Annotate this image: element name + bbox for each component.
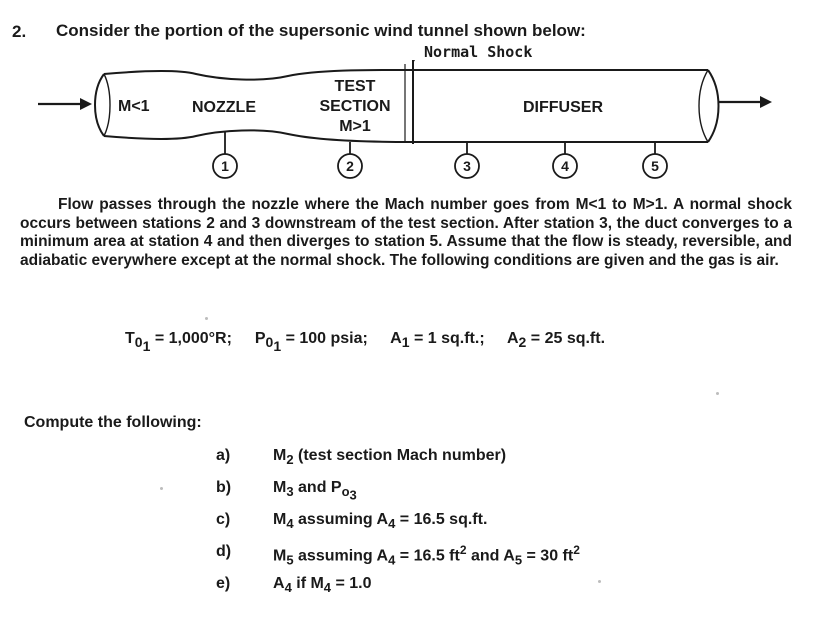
outflow-arrow-head-icon [760, 96, 772, 108]
item-b-text: and P [298, 479, 342, 496]
item-c-symbol: M [273, 511, 287, 528]
station-5-number: 5 [651, 158, 659, 174]
item-a-text: (test section Mach number) [298, 447, 507, 464]
item-c-label: c) [216, 511, 231, 528]
t0-sub-index: 1 [142, 337, 151, 354]
p0-value: = 100 psia; [285, 330, 368, 347]
item-e-sub2: 4 [323, 580, 332, 596]
nozzle-label: NOZZLE [192, 99, 256, 116]
item-b-sub: 3 [286, 484, 294, 500]
scan-speck [160, 487, 163, 490]
t0-sub: 0 [134, 334, 143, 351]
item-d-value2: = 30 ft [526, 547, 574, 565]
station-3-number: 3 [463, 158, 471, 174]
p0-sub-index: 1 [273, 337, 282, 354]
a2-value: = 25 sq.ft. [530, 330, 606, 347]
given-conditions [125, 330, 605, 354]
item-e-label: e) [216, 575, 231, 592]
item-e-symbol: A [273, 575, 285, 592]
inflow-arrow-head-icon [80, 98, 92, 110]
item-e-text: if M [296, 575, 324, 592]
p0-symbol: P [254, 330, 266, 347]
item-d-label: d) [216, 543, 232, 560]
shock-leader-line [413, 60, 424, 62]
item-d-value: = 16.5 ft [399, 547, 460, 565]
test-section-line2: SECTION [319, 98, 391, 115]
station-4-number: 4 [561, 158, 569, 174]
station-2-number: 2 [346, 158, 354, 174]
problem-intro: Consider the portion of the supersonic wind tunnel shown below: [56, 21, 586, 40]
item-b-label: b) [216, 479, 232, 496]
item-d-and: and A [470, 547, 515, 565]
item-c-value: = 16.5 sq.ft. [399, 511, 488, 528]
normal-shock-label: Normal Shock [424, 43, 533, 61]
item-d-sup2: 2 [573, 543, 580, 557]
item-a-sub: 2 [286, 452, 294, 468]
a1-sub: 1 [401, 334, 410, 351]
test-section-line3: M>1 [339, 118, 371, 135]
duct-outline [95, 70, 719, 142]
scan-speck [205, 317, 208, 320]
p0-sub: 0 [265, 334, 274, 351]
item-b-symbol: M [273, 479, 287, 496]
item-d-sub3: 5 [514, 552, 523, 568]
problem-paragraph-text: Flow passes through the nozzle where the Mach number goes from M<1 to M>1. A normal shock occurs between stations 2 and 3 downstream of the test section. After station 3, the duct converges to a minimum area at station 4 and then diverges to station 5. Assume that the flow is steady, reversible, and adiabatic everywhere except at the normal shock. The following conditions are given and the gas is air. [20, 196, 792, 269]
item-d-text: assuming A [298, 547, 389, 565]
item-e-value: = 1.0 [335, 575, 372, 592]
t0-symbol: T [125, 330, 135, 347]
item-d-sub2: 4 [388, 552, 396, 568]
item-a-symbol: M [273, 447, 287, 464]
scan-speck [598, 580, 601, 583]
a2-sub: 2 [518, 334, 527, 351]
item-d-sup: 2 [459, 543, 467, 557]
compute-heading: Compute the following: [24, 414, 202, 431]
t0-value: = 1,000°R; [154, 330, 232, 347]
subsonic-inlet-label: M<1 [118, 98, 150, 115]
wind-tunnel-diagram [0, 60, 816, 190]
item-c-sub: 4 [286, 516, 294, 532]
item-d-symbol: M [273, 547, 287, 565]
item-b-sub2: o [341, 484, 350, 500]
problem-paragraph [20, 196, 792, 270]
a2-symbol: A [506, 330, 519, 347]
item-e-sub: 4 [284, 580, 292, 596]
item-a-label: a) [216, 447, 231, 464]
test-section-line1: TEST [334, 78, 376, 95]
a1-symbol: A [390, 330, 402, 347]
problem-number: 2. [12, 22, 27, 41]
diffuser-label: DIFFUSER [523, 99, 603, 116]
station-1-number: 1 [221, 158, 229, 174]
scan-speck [716, 392, 719, 395]
item-b-sub3: 3 [349, 487, 357, 503]
a1-value: = 1 sq.ft.; [413, 330, 485, 347]
item-d-sub: 5 [286, 552, 294, 568]
item-c-text: assuming A [298, 511, 389, 528]
item-c-sub2: 4 [388, 516, 396, 532]
